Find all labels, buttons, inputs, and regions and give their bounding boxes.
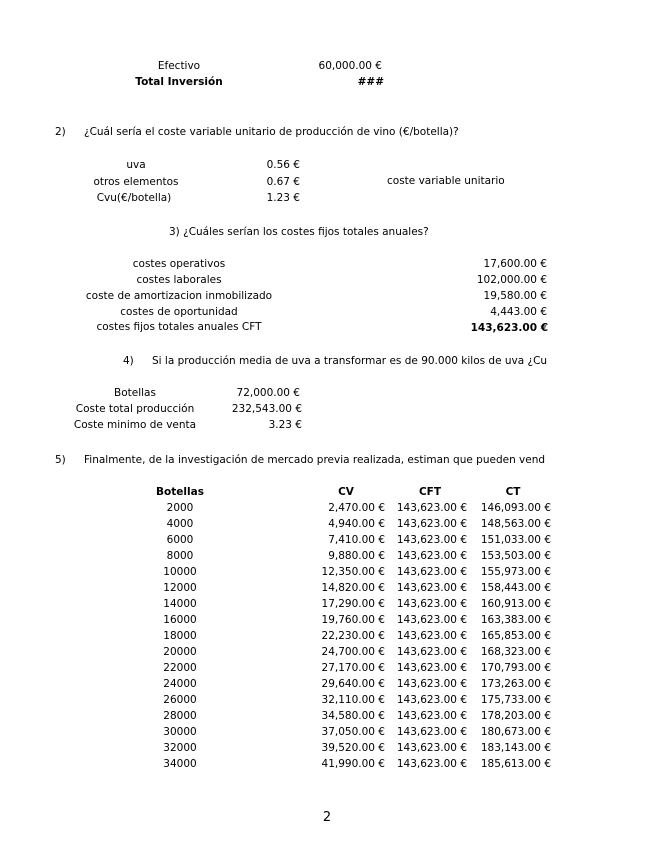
cell-ct: 153,503.00 € <box>480 550 551 562</box>
cell-ct: 178,203.00 € <box>480 710 551 722</box>
q4-row-value: 72,000.00 € <box>236 387 300 399</box>
table-header-ct: CT <box>505 486 521 498</box>
cell-cv: 39,520.00 € <box>321 742 385 754</box>
q4-row-label: Botellas <box>114 387 156 399</box>
q4-number: 4) <box>123 355 134 367</box>
cell-cft: 143,623.00 € <box>396 646 467 658</box>
cell-cv: 19,760.00 € <box>321 614 385 626</box>
cell-botellas: 6000 <box>166 534 194 546</box>
q3-row-label: coste de amortizacion inmobilizado <box>85 290 273 302</box>
q3-row-label: costes operativos <box>132 258 226 270</box>
cell-ct: 146,093.00 € <box>480 502 551 514</box>
cell-cft: 143,623.00 € <box>396 598 467 610</box>
cell-cv: 12,350.00 € <box>321 566 385 578</box>
q2-number: 2) <box>55 126 66 138</box>
cell-botellas: 24000 <box>163 678 197 690</box>
page-number: 2 <box>322 810 332 825</box>
total-inversion-label: Total Inversión <box>135 76 223 88</box>
q2-side-label: coste variable unitario <box>387 175 505 187</box>
cell-cft: 143,623.00 € <box>396 630 467 642</box>
efectivo-value: 60,000.00 € <box>318 60 382 72</box>
cell-cft: 143,623.00 € <box>396 742 467 754</box>
q5-question: Finalmente, de la investigación de mercado previa realizada, estiman que pueden vend <box>84 454 546 466</box>
cell-cft: 143,623.00 € <box>396 582 467 594</box>
cell-ct: 180,673.00 € <box>480 726 551 738</box>
q4-row-value: 3.23 € <box>268 419 302 431</box>
q3-row-value: 4,443.00 € <box>490 306 547 318</box>
cell-cv: 22,230.00 € <box>321 630 385 642</box>
cell-ct: 160,913.00 € <box>480 598 551 610</box>
cell-cft: 143,623.00 € <box>396 726 467 738</box>
q2-question: ¿Cuál sería el coste variable unitario de producción de vino (€/botella)? <box>84 126 459 138</box>
q3-row-value: 102,000.00 € <box>476 274 547 286</box>
cell-cft: 143,623.00 € <box>396 502 467 514</box>
cell-botellas: 14000 <box>163 598 197 610</box>
q2-row-label: otros elementos <box>93 176 179 188</box>
cell-botellas: 12000 <box>163 582 197 594</box>
cell-cv: 7,410.00 € <box>328 534 385 546</box>
cell-cv: 34,580.00 € <box>321 710 385 722</box>
cell-ct: 168,323.00 € <box>480 646 551 658</box>
cell-cv: 2,470.00 € <box>328 502 385 514</box>
efectivo-label: Efectivo <box>157 60 201 72</box>
cell-cft: 143,623.00 € <box>396 614 467 626</box>
table-header-botellas: Botellas <box>156 486 204 498</box>
cell-cv: 17,290.00 € <box>321 598 385 610</box>
q3-question: 3) ¿Cuáles serían los costes fijos totales anuales? <box>169 226 429 238</box>
cell-botellas: 4000 <box>166 518 194 530</box>
cell-botellas: 26000 <box>163 694 197 706</box>
cell-ct: 151,033.00 € <box>480 534 551 546</box>
cell-cv: 4,940.00 € <box>328 518 385 530</box>
table-header-cft: CFT <box>418 486 442 498</box>
cell-cv: 14,820.00 € <box>321 582 385 594</box>
cell-cft: 143,623.00 € <box>396 550 467 562</box>
cell-cft: 143,623.00 € <box>396 566 467 578</box>
cell-cft: 143,623.00 € <box>396 694 467 706</box>
cell-botellas: 16000 <box>163 614 197 626</box>
q2-row-label: uva <box>126 159 146 171</box>
q3-row-label: costes de oportunidad <box>120 306 238 318</box>
cell-botellas: 20000 <box>163 646 197 658</box>
cell-botellas: 28000 <box>163 710 197 722</box>
q2-row-value: 1.23 € <box>266 192 300 204</box>
table-header-cv: CV <box>338 486 354 498</box>
q3-row-value: 17,600.00 € <box>483 258 547 270</box>
cell-ct: 163,383.00 € <box>480 614 551 626</box>
q2-row-value: 0.56 € <box>266 159 300 171</box>
q4-row-label: Coste total producción <box>75 403 195 415</box>
cell-botellas: 32000 <box>163 742 197 754</box>
q2-row-label: Cvu(€/botella) <box>96 192 172 204</box>
q3-row-value: 19,580.00 € <box>483 290 547 302</box>
cell-cv: 41,990.00 € <box>321 758 385 770</box>
cell-ct: 158,443.00 € <box>480 582 551 594</box>
cell-botellas: 34000 <box>163 758 197 770</box>
cell-cft: 143,623.00 € <box>396 534 467 546</box>
cell-botellas: 18000 <box>163 630 197 642</box>
q3-cft-label: costes fijos totales anuales CFT <box>96 321 262 333</box>
cell-cft: 143,623.00 € <box>396 518 467 530</box>
cell-botellas: 30000 <box>163 726 197 738</box>
q4-row-value: 232,543.00 € <box>231 403 302 415</box>
cell-ct: 155,973.00 € <box>480 566 551 578</box>
cell-cv: 32,110.00 € <box>321 694 385 706</box>
cell-ct: 175,733.00 € <box>480 694 551 706</box>
q3-cft-value: 143,623.00 € <box>470 322 548 334</box>
q4-row-label: Coste minimo de venta <box>73 419 197 431</box>
cell-cv: 9,880.00 € <box>328 550 385 562</box>
cell-cv: 37,050.00 € <box>321 726 385 738</box>
cell-cft: 143,623.00 € <box>396 678 467 690</box>
q5-number: 5) <box>55 454 66 466</box>
cell-cft: 143,623.00 € <box>396 758 467 770</box>
q2-row-value: 0.67 € <box>266 176 300 188</box>
q3-row-label: costes laborales <box>136 274 222 286</box>
cell-botellas: 10000 <box>163 566 197 578</box>
cell-cft: 143,623.00 € <box>396 710 467 722</box>
cell-ct: 173,263.00 € <box>480 678 551 690</box>
cell-ct: 170,793.00 € <box>480 662 551 674</box>
cell-botellas: 22000 <box>163 662 197 674</box>
cell-ct: 185,613.00 € <box>480 758 551 770</box>
cell-ct: 165,853.00 € <box>480 630 551 642</box>
cell-cv: 27,170.00 € <box>321 662 385 674</box>
cell-botellas: 2000 <box>166 502 194 514</box>
cell-cft: 143,623.00 € <box>396 662 467 674</box>
cell-cv: 24,700.00 € <box>321 646 385 658</box>
cell-botellas: 8000 <box>166 550 194 562</box>
cell-ct: 183,143.00 € <box>480 742 551 754</box>
total-inversion-value: ### <box>357 76 384 88</box>
q4-question: Si la producción media de uva a transformar es de 90.000 kilos de uva ¿Cu <box>152 355 548 367</box>
cell-cv: 29,640.00 € <box>321 678 385 690</box>
cell-ct: 148,563.00 € <box>480 518 551 530</box>
